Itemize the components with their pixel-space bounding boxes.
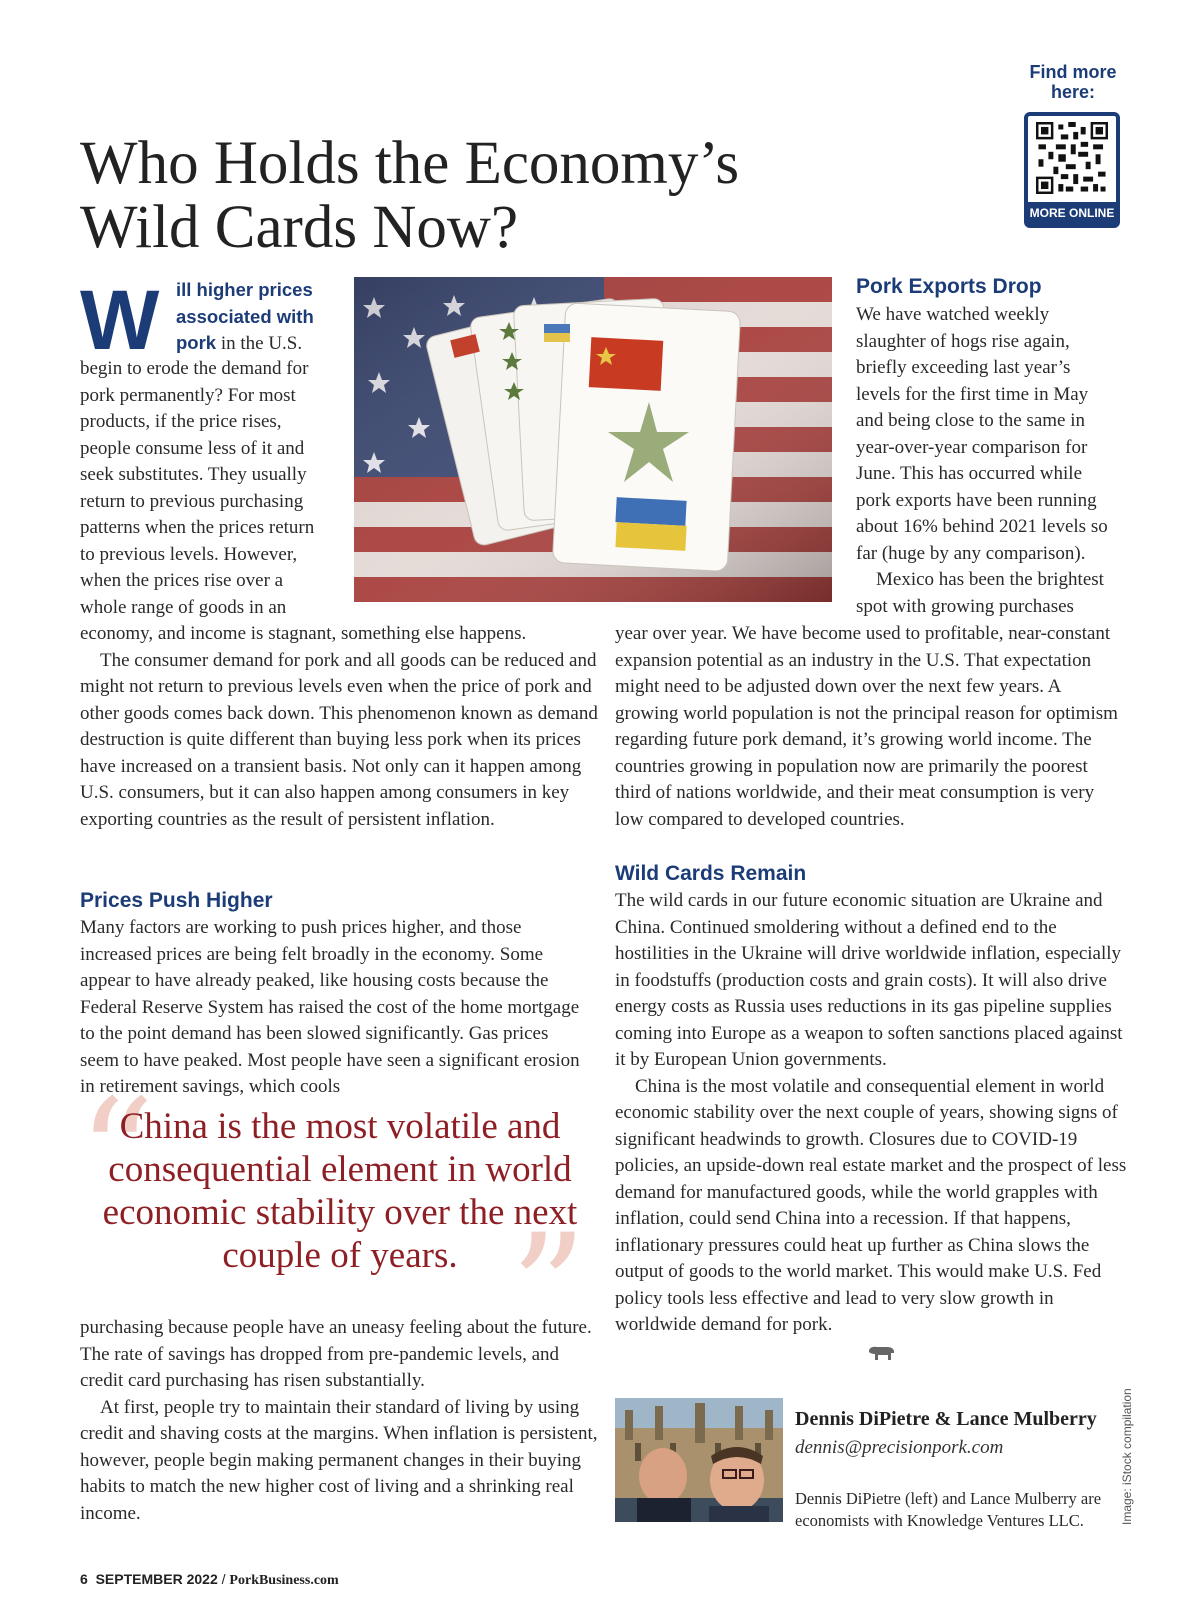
author-names: Dennis DiPietre & Lance Mulberry: [795, 1408, 1097, 1430]
col1-p3-cont: purchasing because people have an uneasy feeling about the future. The rate of savings has dropped from pre-pandemic levels, and credit card purchasing has risen substantially.: [80, 1317, 592, 1391]
col2-line: slaughter of hogs rise again,: [856, 330, 1070, 352]
page-number: 6: [80, 1571, 88, 1587]
col1-line: to previous levels. However,: [80, 543, 298, 565]
col2-mexico-line-2: spot with growing purchases: [856, 595, 1074, 617]
more-online-label: MORE ONLINE: [1028, 202, 1116, 224]
lead-bold-line-1: ill higher prices: [176, 279, 313, 300]
col1-line: pork permanently? For most: [80, 384, 296, 406]
col2-line: pork exports have been running: [856, 489, 1097, 511]
page-footer: [80, 1571, 339, 1589]
lead-bold-line-2: associated with: [176, 305, 314, 327]
col1-line: people consume less of it and: [80, 437, 305, 459]
pull-quote: China is the most volatile and consequential element in world economic stability over the next couple of years.: [102, 1106, 578, 1276]
title-line-2: Wild Cards Now?: [80, 194, 519, 261]
col1-line: seek substitutes. They usually: [80, 464, 307, 485]
close-quote-mark: ”: [510, 1203, 587, 1377]
playing-cards: [425, 298, 741, 572]
heading-pork-exports-drop: Pork Exports Drop: [856, 275, 1042, 298]
col2-line: and being close to the same in: [856, 410, 1085, 431]
col1-p3: Many factors are working to push prices higher, and those increased prices are being felt broadly in the economy. Some appear to have already peaked, like housing costs because the Federal Reserve System has raised the cost of the home mortgage to the point demand has been slowed significantly. Gas prices seem to have peaked. Most people have seen a significant erosion in retirement savings, which cools: [80, 917, 580, 1097]
website-link[interactable]: PorkBusiness.com: [229, 1573, 339, 1588]
image-credit: Image: iStock compilation: [1120, 1388, 1134, 1525]
pig-end-icon: [867, 1344, 895, 1362]
heading-prices-push-higher: Prices Push Higher: [80, 889, 273, 912]
footer-separator: /: [217, 1571, 230, 1587]
lead-rest: in the U.S.: [216, 333, 303, 354]
author-photo: [615, 1398, 783, 1522]
col1-p1-end: economy, and income is stagnant, something else happens.: [80, 623, 527, 644]
col1-intro-lines: [80, 356, 340, 621]
col2-p2-rest: year over year. We have become used to profitable, near-constant expansion potential as an industry in the U.S. That expectation might need to be adjusted down over the next few years. A growing world population is not the principal reason for optimism regarding future pork demand, it’s growing world income. The countries growing in population now are primarily the poorest third of nations worldwide, and their meat consumption is very low compared to developed countries.: [615, 623, 1118, 830]
col2-p4: China is the most volatile and consequential element in world economic stability over the next couple of years, showing signs of significant headwinds to growth. Closures due to COVID-19 policies, an upside-down real estate market and the prospect of less demand for manufactured goods, while the world grapples with inflation, could send China into a recession. If that happens, inflationary pressures could heat up further as China slows the output of goods to the world market. This would make U.S. Fed policy tools less effective and lead to very slow growth in worldwide demand for pork.: [615, 1075, 1127, 1335]
find-more-label: Find more here:: [1029, 62, 1117, 102]
col1-p4: At first, people try to maintain their standard of living by using credit and shaving costs at the margins. When inflation is persistent, however, people begin making permanent changes in their buying habits to match the new higher cost of living and a shrinking real income.: [80, 1396, 598, 1524]
open-quote-mark: “: [78, 1068, 155, 1242]
col2-p3: The wild cards in our future economic situation are Ukraine and China. Continued smoldering without a defined end to the hostilities in the Ukraine will drive worldwide inflation, especially in foodstuffs (production costs and grain costs). It will also drive energy costs as Russia uses reductions in its gas pipeline supplies coming into Europe as a weapon to soften sanctions placed against it by European Union governments.: [615, 890, 1123, 1070]
col2-lower: [615, 888, 1127, 1339]
col2-intro-lines: [856, 302, 1146, 620]
col1-line: when the prices rise over a: [80, 570, 284, 591]
author-bio: Dennis DiPietre (left) and Lance Mulberry are economists with Knowledge Ventures LLC.: [795, 1489, 1102, 1530]
qr-code-icon: [1036, 122, 1108, 194]
heading-wild-cards-remain: Wild Cards Remain: [615, 862, 807, 885]
col2-line: about 16% behind 2021 levels so: [856, 516, 1108, 537]
col2-line: briefly exceeding last year’s: [856, 357, 1071, 378]
col1-line: return to previous purchasing: [80, 490, 304, 512]
title-line-1: Who Holds the Economy’s: [80, 130, 740, 197]
col1-line: products, if the price rises,: [80, 411, 282, 432]
col1-body: [80, 621, 600, 833]
col1-line: begin to erode the demand for: [80, 358, 309, 379]
col1-p2: The consumer demand for pork and all goods can be reduced and might not return to previous levels even when the price of pork and other goods comes back down. This phenomenon known as demand destruction is quite different than buying less pork when its prices have increased on a transient basis. Not only can it happen among U.S. consumers, but it can also happen among consumers in key exporting countries as the result of persistent inflation.: [80, 649, 598, 830]
col2-line: year-over-year comparison for: [856, 436, 1088, 458]
col1-line: whole range of goods in an: [80, 596, 287, 618]
col2-mexico-line-1: Mexico has been the brightest: [876, 569, 1104, 590]
wild-cards-image: [354, 277, 832, 602]
lead-bold-pork: pork: [176, 332, 217, 353]
col2-line: June. This has occurred while: [856, 463, 1083, 484]
lead-text: [176, 277, 346, 358]
col1-continued: [80, 1315, 600, 1527]
article-title: [80, 132, 860, 260]
drop-cap: W: [80, 273, 160, 367]
col1-line: patterns when the prices return: [80, 517, 315, 538]
qr-code[interactable]: [1024, 112, 1120, 228]
issue-date: SEPTEMBER 2022: [95, 1571, 218, 1587]
col2-line: far (huge by any comparison).: [856, 542, 1086, 564]
col2-line: levels for the first time in May: [856, 383, 1089, 405]
col2-line: We have watched weekly: [856, 304, 1050, 325]
author-email-link[interactable]: dennis@precisionpork.com: [795, 1437, 1004, 1458]
